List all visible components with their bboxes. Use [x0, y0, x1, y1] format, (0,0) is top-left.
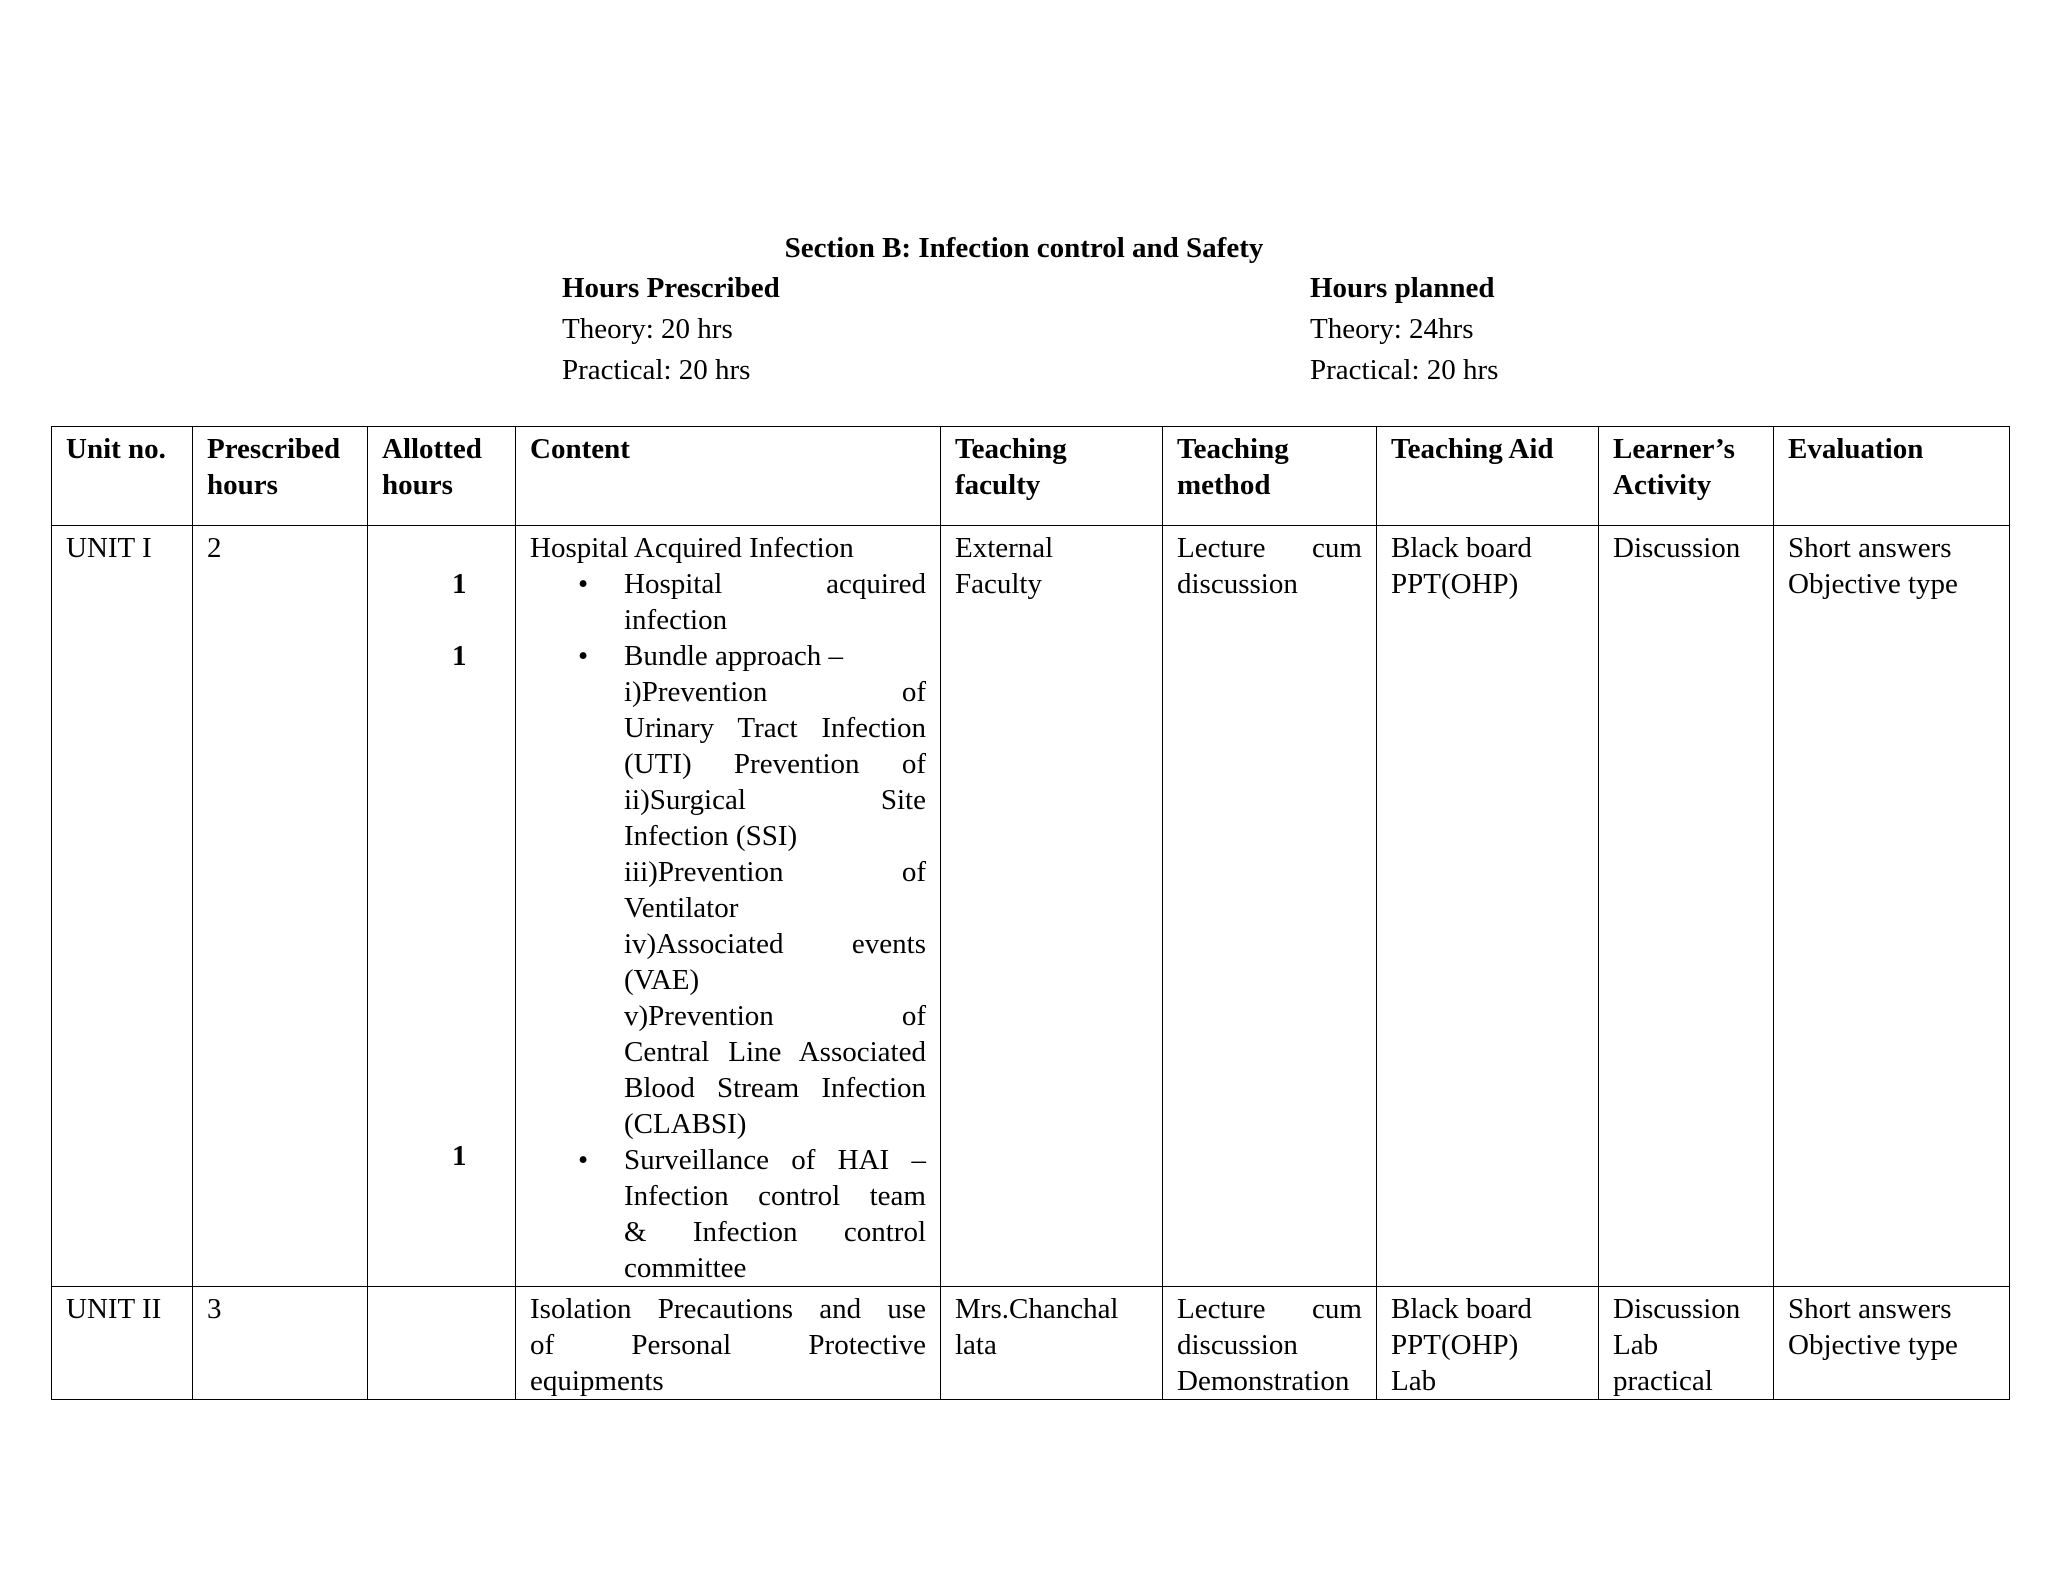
header-allotted-hours: Allotted hours — [368, 427, 516, 526]
hours-prescribed-theory: Theory: 20 hrs — [562, 313, 733, 345]
activity-cell: Discussion Lab practical — [1599, 1287, 1774, 1400]
evaluation-cell: Short answers Objective type — [1774, 1287, 2010, 1400]
method-cell: Lecture cum discussion Demonstration — [1163, 1287, 1377, 1400]
content-list — [530, 566, 926, 1286]
table-row — [52, 1287, 2010, 1400]
header-unit-no: Unit no. — [52, 427, 193, 526]
faculty-cell: Mrs.Chanchal lata — [941, 1287, 1163, 1400]
header-prescribed-hours: Prescribed hours — [193, 427, 368, 526]
content-cell: Isolation Precautions and use of Personal Protective equipments — [516, 1287, 941, 1400]
lesson-plan-table — [51, 426, 2010, 1400]
allotted-cell — [368, 526, 516, 1287]
content-cell — [516, 526, 941, 1287]
header-evaluation: Evaluation — [1774, 427, 2010, 526]
activity-cell: Discussion — [1599, 526, 1774, 1287]
method-cell: Lecture cum discussion — [1163, 526, 1377, 1287]
header-content: Content — [516, 427, 941, 526]
page-title: Section B: Infection control and Safety — [784, 232, 1264, 264]
table-header-row — [52, 427, 2010, 526]
prescribed-cell: 3 — [193, 1287, 368, 1400]
content-title: Hospital Acquired Infection — [530, 532, 854, 564]
header-teaching-aid: Teaching Aid — [1377, 427, 1599, 526]
unit-cell: UNIT II — [52, 1287, 193, 1400]
prescribed-cell: 2 — [193, 526, 368, 1287]
header-teaching-method: Teaching method — [1163, 427, 1377, 526]
hours-prescribed-block — [562, 268, 780, 391]
faculty-cell: External Faculty — [941, 526, 1163, 1287]
aid-cell: Black board PPT(OHP) — [1377, 526, 1599, 1287]
hours-planned-block — [1310, 268, 1498, 391]
hours-planned-label: Hours planned — [1310, 272, 1495, 304]
list-item: • Bundle approach – i)Prevention of Urinary Tract Infection (UTI) Prevention of ii)Surgical Site Infection (SSI) iii)Prevention of Ventilator iv)Associated events (VAE) v)Prevention of Central Line Associated Blood Stream Infection (CLABSI) — [624, 638, 926, 1142]
evaluation-cell: Short answers Objective type — [1774, 526, 2010, 1287]
hours-prescribed-label: Hours Prescribed — [562, 272, 780, 304]
list-item: • Hospital acquired infection — [624, 566, 926, 638]
header-learners-activity: Learner’s Activity — [1599, 427, 1774, 526]
unit-cell: UNIT I — [52, 526, 193, 1287]
table-row — [52, 526, 2010, 1287]
allotted-value: 1 — [452, 568, 467, 600]
allotted-cell — [368, 1287, 516, 1400]
hours-planned-practical: Practical: 20 hrs — [1310, 354, 1499, 386]
allotted-value: 1 — [452, 1140, 467, 1172]
allotted-value: 1 — [452, 640, 467, 672]
header-teaching-faculty: Teaching faculty — [941, 427, 1163, 526]
hours-prescribed-practical: Practical: 20 hrs — [562, 354, 751, 386]
list-item: • Surveillance of HAI – Infection control team & Infection control committee — [624, 1142, 926, 1286]
aid-cell: Black board PPT(OHP) Lab — [1377, 1287, 1599, 1400]
hours-planned-theory: Theory: 24hrs — [1310, 313, 1474, 345]
